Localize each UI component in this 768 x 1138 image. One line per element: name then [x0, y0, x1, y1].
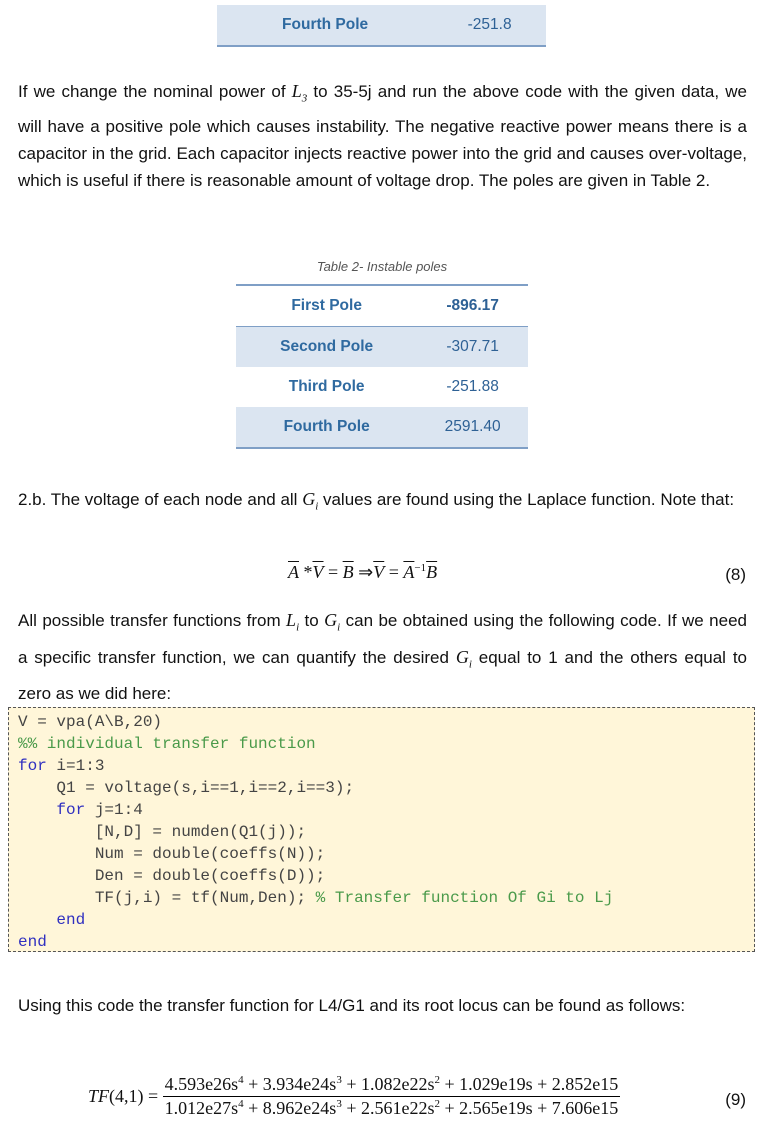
text: values are found using the Laplace function. Note that:: [318, 490, 735, 509]
pole-label: Third Pole: [288, 378, 365, 395]
math-var: $L_3$: [291, 81, 308, 105]
table-row: [236, 367, 528, 407]
pole-label: First Pole: [291, 297, 362, 314]
code-line: [18, 799, 754, 821]
pole-value: -896.17: [446, 297, 499, 314]
code-line: [18, 711, 754, 733]
code-text: TF(j,i) = tf(Num,Den);: [18, 889, 316, 907]
equation-number: (8): [725, 565, 746, 584]
code-keyword: end: [56, 911, 86, 929]
code-line: [18, 843, 754, 865]
pole-label: Second Pole: [236, 327, 417, 368]
paragraph-2: [18, 484, 747, 522]
table-row: [236, 285, 528, 327]
table-2-caption: Table 2- Instable poles: [316, 259, 448, 274]
table-2: [236, 284, 528, 449]
text: 2.b. The voltage of each node and all: [18, 490, 303, 509]
code-keyword: for: [56, 801, 86, 819]
table-1-tail: [217, 5, 546, 47]
code-text: Den = double(coeffs(D));: [18, 867, 326, 885]
code-keyword: end: [18, 933, 47, 951]
code-line: [18, 777, 754, 799]
text: If we change the nominal power of: [18, 82, 292, 101]
code-text: [18, 801, 56, 819]
equation-number: (9): [725, 1090, 746, 1109]
paragraph-3: All possible transfer functions from $L_i$ to $G_i$ can be obtained using the following code. If we need a specific transfer function, we can quantify the desired $G_i$ equal to 1 and the others equal to zero as we did here:: [18, 610, 747, 704]
code-line: [18, 931, 754, 953]
code-line: [18, 865, 754, 887]
code-text: [18, 911, 56, 929]
equation-9: TF (4,1) = $\frac{4.593e26s^4 + 3.934e24s^3 + 1.082e22s^2 + 1.029e19s + 2.852e15}{1.012e27s^4 + 8.962e24s^3 + 2.561e22s^2 + 2.565e19s + 7.606e15}$: [88, 1074, 619, 1118]
math-var: $G_i$: [302, 489, 319, 513]
pole-value: 2591.40: [417, 407, 528, 448]
code-comment: % Transfer function Of Gi to Lj: [315, 889, 614, 907]
code-line: [18, 755, 754, 777]
equation-8: $\overline{A}$ $*\overline{V} = \overline{B}$ $\Rightarrow\overline{V} = \overline{A}^{-1}\overline{B}$: [288, 562, 438, 582]
pole-label: Fourth Pole: [217, 5, 433, 46]
code-text: Num = double(coeffs(N));: [18, 845, 326, 863]
code-text: j=1:4: [85, 801, 143, 819]
pole-value: -251.88: [446, 378, 499, 395]
code-keyword: for: [18, 757, 47, 775]
code-text: [N,D] = numden(Q1(j));: [18, 823, 307, 841]
code-block: [8, 707, 755, 952]
code-text: Q1 = voltage(s,i==1,i==2,i==3);: [18, 779, 355, 797]
paragraph-1: [18, 78, 747, 194]
code-line: [18, 909, 754, 931]
text: to 35-5j and run the above code with the given data, we will have a positive pole which causes instability. The negative reactive power means there is a capacitor in the grid. Each capacitor injects reactive power into the grid and causes over-voltage, which is useful if there is reasonable amount of voltage drop. The poles are given in Table 2.: [18, 82, 747, 190]
paragraph-4: Using this code the transfer function for L4/G1 and its root locus can be found as follows:: [18, 996, 686, 1015]
table-row: [217, 5, 546, 46]
table-row: [236, 327, 528, 368]
code-line: [18, 887, 754, 909]
numerator: $4.593e26s^4 + 3.934e24s^3 + 1.082e22s^2 + 1.029e19s + 2.852e15$: [163, 1074, 621, 1097]
code-line: [18, 821, 754, 843]
table-row: [236, 407, 528, 448]
code-text: V = vpa(A\B,20): [18, 713, 163, 731]
code-text: i=1:3: [46, 757, 105, 775]
pole-value: -307.71: [417, 327, 528, 368]
denominator: $1.012e27s^4 + 8.962e24s^3 + 2.561e22s^2 + 2.565e19s + 7.606e15$: [164, 1098, 619, 1118]
pole-value: -251.8: [433, 5, 546, 46]
pole-label: Fourth Pole: [236, 407, 417, 448]
code-line: [18, 733, 754, 755]
code-comment: %% individual transfer function: [18, 735, 316, 753]
